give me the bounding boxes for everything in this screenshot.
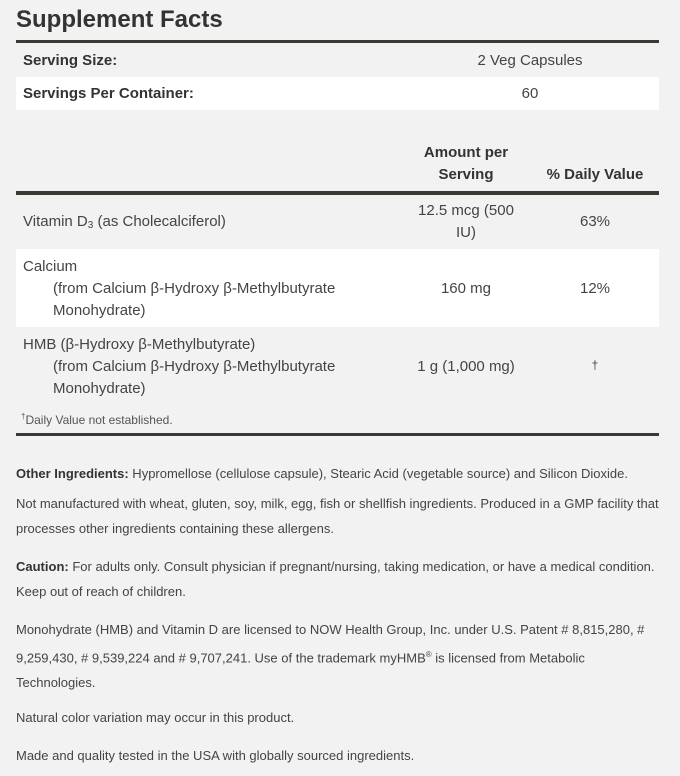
bottom-divider <box>16 433 659 436</box>
nutrient-amount: 160 mg <box>440 280 492 297</box>
amount-header-line2: Serving <box>438 166 494 183</box>
patent-text-after: is licensed from Metabolic Technologies. <box>16 650 585 691</box>
amount-per-serving-header <box>396 142 536 186</box>
amount-header-line1: Amount per <box>423 144 509 161</box>
serving-size-value: 2 Veg Capsules <box>477 52 583 69</box>
servings-per-container-value: 60 <box>521 85 539 102</box>
page-title: Supplement Facts <box>16 6 223 33</box>
made-in-usa-note: Made and quality tested in the USA with globally sourced ingredients. <box>16 748 415 763</box>
serving-size-row <box>16 44 659 77</box>
patent-text-before: Monohydrate (HMB) and Vitamin D are licensed to NOW Health Group, Inc. under U.S. Patent # 8,815,280, # 9,259,430, # 9,539,224 and # 9,707,241. Use of the trademark myHMB <box>16 622 645 666</box>
other-ingredients-text: Hypromellose (cellulose capsule), Stearic Acid (vegetable source) and Silicon Dioxide. <box>128 466 628 481</box>
nutrient-name <box>23 211 226 237</box>
dagger-symbol: † <box>21 412 26 421</box>
caution-label: Caution: <box>16 559 69 574</box>
header-divider <box>16 191 659 195</box>
nutrient-amount <box>396 200 536 244</box>
nutrient-name-subscript: 3 <box>87 220 94 231</box>
nutrient-name-prefix: Vitamin D <box>23 213 88 230</box>
servings-per-container-row <box>16 77 659 110</box>
other-ingredients-label: Other Ingredients: <box>16 466 129 481</box>
caution-statement <box>16 554 664 604</box>
serving-size-label: Serving Size: <box>23 52 118 69</box>
registered-mark: ® <box>425 650 432 659</box>
nutrient-name-main: HMB (β-Hydroxy β-Methylbutyrate) <box>23 336 256 353</box>
amount-line2: IU) <box>456 224 476 241</box>
footnote-text: Daily Value not established. <box>25 413 173 427</box>
nutrient-source-line2: Monohydrate) <box>53 380 146 397</box>
nutrient-daily-value: 12% <box>579 280 611 297</box>
caution-text: For adults only. Consult physician if pregnant/nursing, taking medication, or have a medical condition. Keep out of reach of children. <box>16 559 655 599</box>
nutrient-source-line2: Monohydrate) <box>53 302 146 319</box>
top-divider <box>16 40 659 43</box>
amount-line1: 12.5 mcg (500 <box>418 202 514 219</box>
table-row-vitamin-d3 <box>16 196 659 249</box>
color-variation-note: Natural color variation may occur in this product. <box>16 710 295 725</box>
nutrient-name <box>23 334 335 400</box>
nutrient-name <box>23 256 335 322</box>
allergen-statement: Not manufactured with wheat, gluten, soy, milk, egg, fish or shellfish ingredients. Produced in a GMP facility that processes other ingredients containing these allergens. <box>16 496 659 536</box>
nutrient-source-line1: (from Calcium β-Hydroxy β-Methylbutyrate <box>53 280 336 297</box>
nutrient-source-line1: (from Calcium β-Hydroxy β-Methylbutyrate <box>53 358 336 375</box>
patent-statement <box>16 617 664 695</box>
nutrient-amount: 1 g (1,000 mg) <box>417 358 515 375</box>
other-ingredients <box>16 461 664 486</box>
servings-per-container-label: Servings Per Container: <box>23 85 194 102</box>
daily-value-header: % Daily Value <box>546 166 644 183</box>
nutrient-daily-value: 63% <box>579 213 611 230</box>
footnote <box>21 412 173 427</box>
table-row-calcium <box>16 249 659 327</box>
nutrient-name-suffix: (as Cholecalciferol) <box>93 213 226 230</box>
nutrient-name-main: Calcium <box>23 258 78 275</box>
table-row-hmb <box>16 327 659 405</box>
table-header <box>16 140 659 190</box>
dagger-mark: † <box>591 358 599 372</box>
